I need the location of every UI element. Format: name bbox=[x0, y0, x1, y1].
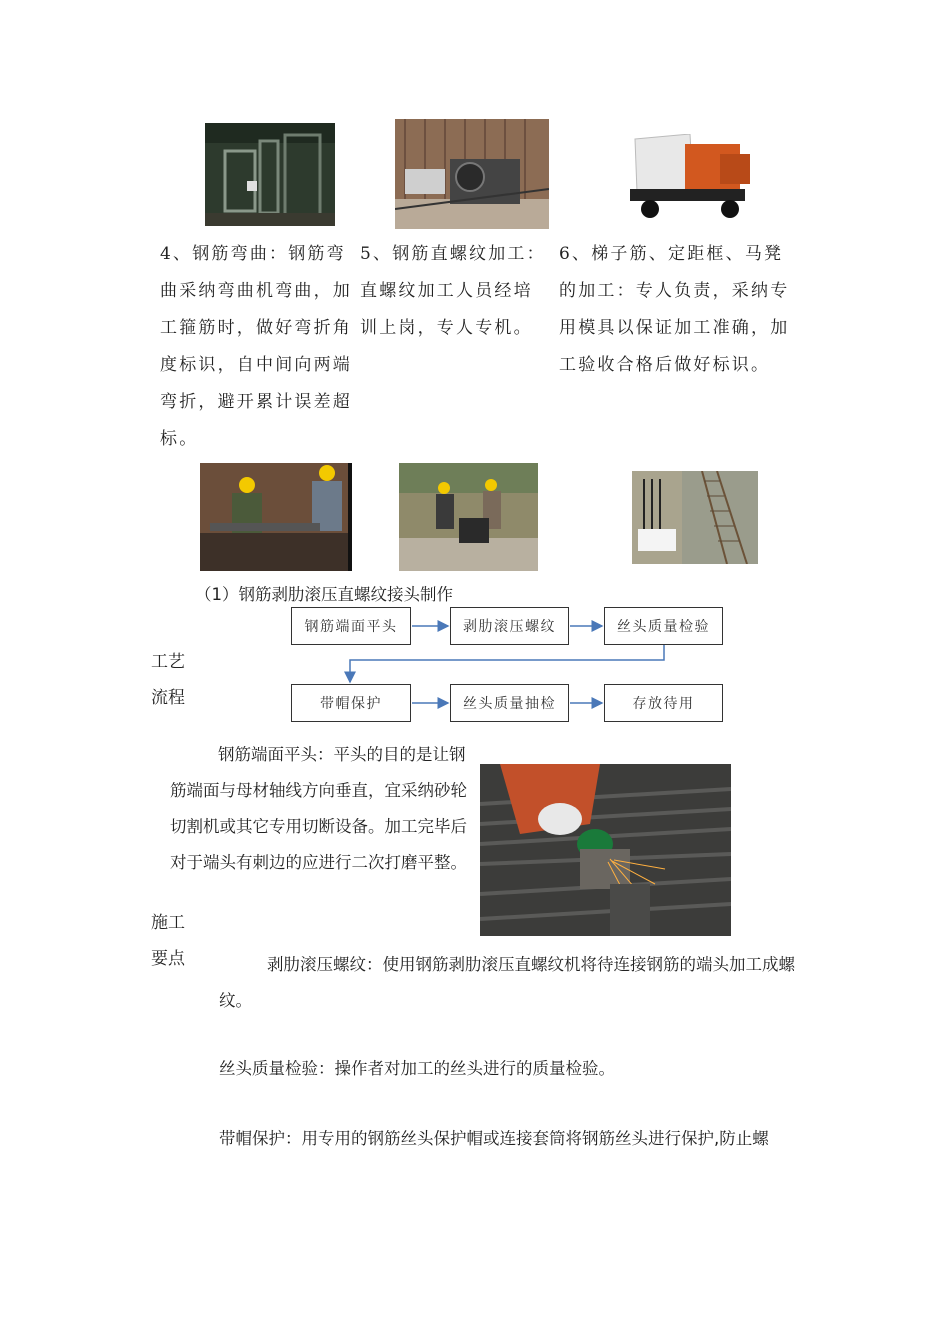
photo-bending-machine bbox=[625, 134, 758, 226]
photo-grinding bbox=[480, 764, 731, 936]
flow-step-cap-protection: 带帽保护 bbox=[291, 684, 411, 722]
paragraph-thread-inspection: 丝头质量检验：操作者对加工的丝头进行的质量检验。 bbox=[219, 1059, 615, 1078]
flow-step-end-face-flatten: 钢筋端面平头 bbox=[291, 607, 411, 645]
paragraph-end-face-flattening bbox=[170, 737, 475, 881]
photo-ladder-bars bbox=[632, 471, 758, 564]
flow-step-thread-sampling: 丝头质量抽检 bbox=[450, 684, 569, 722]
item-steel-bending: 4、钢筋弯曲：钢筋弯曲采纳弯曲机弯曲，加工箍筋时，做好弯折角度标识，自中间向两端弯折，避开累计误差超标。 bbox=[160, 244, 352, 449]
photo-workers-bending bbox=[200, 463, 352, 571]
photo-workers-threading bbox=[399, 463, 538, 571]
flow-step-storage: 存放待用 bbox=[604, 684, 723, 722]
process-label-top: 工艺 bbox=[151, 652, 185, 672]
flow-connectors bbox=[280, 600, 740, 730]
item-ladder-processing: 6、梯子筋、定距框、马凳的加工：专人负责，采纳专用模具以保证加工准确，加工验收合格后做好标识。 bbox=[559, 244, 790, 375]
photo-thread-machine bbox=[395, 119, 549, 229]
photo-steel-bending bbox=[205, 123, 335, 226]
paragraph-rib-rolling-text: 剥肋滚压螺纹：使用钢筋剥肋滚压直螺纹机将待连接钢筋的端头加工成螺纹。 bbox=[219, 955, 795, 1010]
section-heading: （1）钢筋剥肋滚压直螺纹接头制作 bbox=[195, 585, 453, 604]
paragraph-end-face-flattening-text: 钢筋端面平头：平头的目的是让钢筋端面与母材轴线方向垂直，宜采纳砂轮切割机或其它专用切断设备。加工完毕后对于端头有刺边的应进行二次打磨平整。 bbox=[170, 745, 467, 872]
flow-step-thread-inspection: 丝头质量检验 bbox=[604, 607, 723, 645]
points-label-bottom: 要点 bbox=[151, 949, 185, 969]
process-label-bottom: 流程 bbox=[151, 688, 185, 708]
paragraph-rib-rolling bbox=[219, 947, 819, 1019]
paragraph-cap-protection: 带帽保护：用专用的钢筋丝头保护帽或连接套筒将钢筋丝头进行保护,防止螺 bbox=[219, 1129, 769, 1148]
flow-step-rib-rolling: 剥肋滚压螺纹 bbox=[450, 607, 569, 645]
item-thread-processing: 5、钢筋直螺纹加工：直螺纹加工人员经培训上岗，专人专机。 bbox=[360, 244, 546, 338]
points-label-top: 施工 bbox=[151, 913, 185, 933]
